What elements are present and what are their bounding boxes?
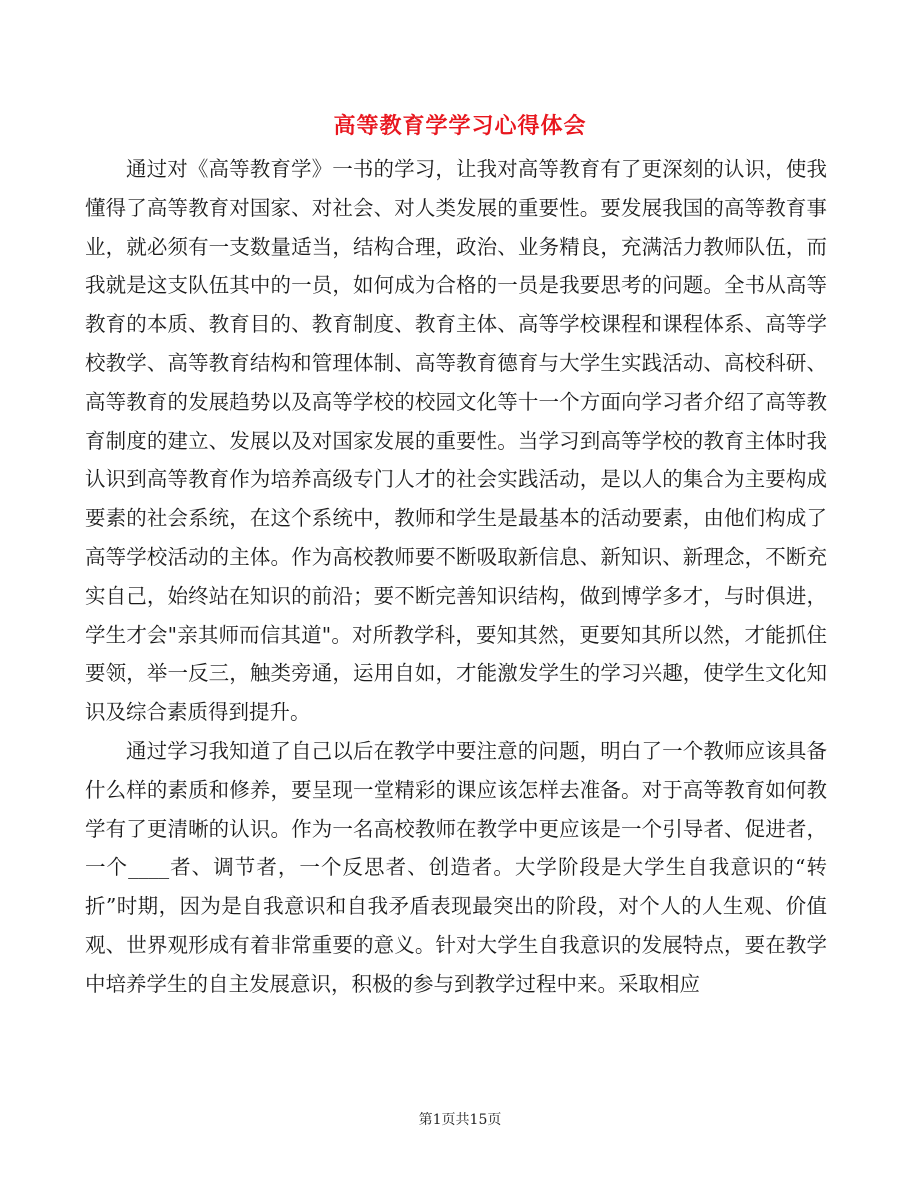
document-body bbox=[85, 150, 827, 1004]
page-number-footer: 第1页共15页 bbox=[418, 1112, 502, 1128]
paragraph-1: 通过对《高等教育学》一书的学习，让我对高等教育有了更深刻的认识，使我懂得了高等教育对国家、对社会、对人类发展的重要性。要发展我国的高等教育事业，就必须有一支数量适当，结构合理，政治、业务精良，充满活力教师队伍，而我就是这支队伍其中的一员，如何成为合格的一员是我要思考的问题。全书从高等教育的本质、教育目的、教育制度、教育主体、高等学校课程和课程体系、高等学校教学、高等教育结构和管理体制、高等教育德育与大学生实践活动、高校科研、高等教育的发展趋势以及高等学校的校园文化等十一个方面向学习者介绍了高等教育制度的建立、发展以及对国家发展的重要性。当学习到高等学校的教育主体时我认识到高等教育作为培养高级专门人才的社会实践活动，是以人的集合为主要构成要素的社会系统，在这个系统中，教师和学生是最基本的活动要素，由他们构成了高等学校活动的主体。作为高校教师要不断吸取新信息、新知识、新理念，不断充实自己，始终站在知识的前沿；要不断完善知识结构，做到博学多才，与时俱进，学生才会"亲其师而信其道"。对所教学科，要知其然，更要知其所以然，才能抓住要领，举一反三，触类旁通，运用自如，才能激发学生的学习兴趣，使学生文化知识及综合素质得到提升。 bbox=[85, 157, 827, 725]
paragraph-2: 通过学习我知道了自己以后在教学中要注意的问题，明白了一个教师应该具备什么样的素质和修养，要呈现一堂精彩的课应该怎样去准备。对于高等教育如何教学有了更清晰的认识。作为一名高校教师在教学中更应该是一个引导者、促进者，一个____者、调节者，一个反思者、创造者。大学阶段是大学生自我意识的“转折”时期，因为是自我意识和自我矛盾表现最突出的阶段，对个人的人生观、价值观、世界观形成有着非常重要的意义。针对大学生自我意识的发展特点，要在教学中培养学生的自主发展意识，积极的参与到教学过程中来。采取相应 bbox=[85, 738, 827, 996]
document-title: 高等教育学学习心得体会 bbox=[333, 113, 587, 139]
